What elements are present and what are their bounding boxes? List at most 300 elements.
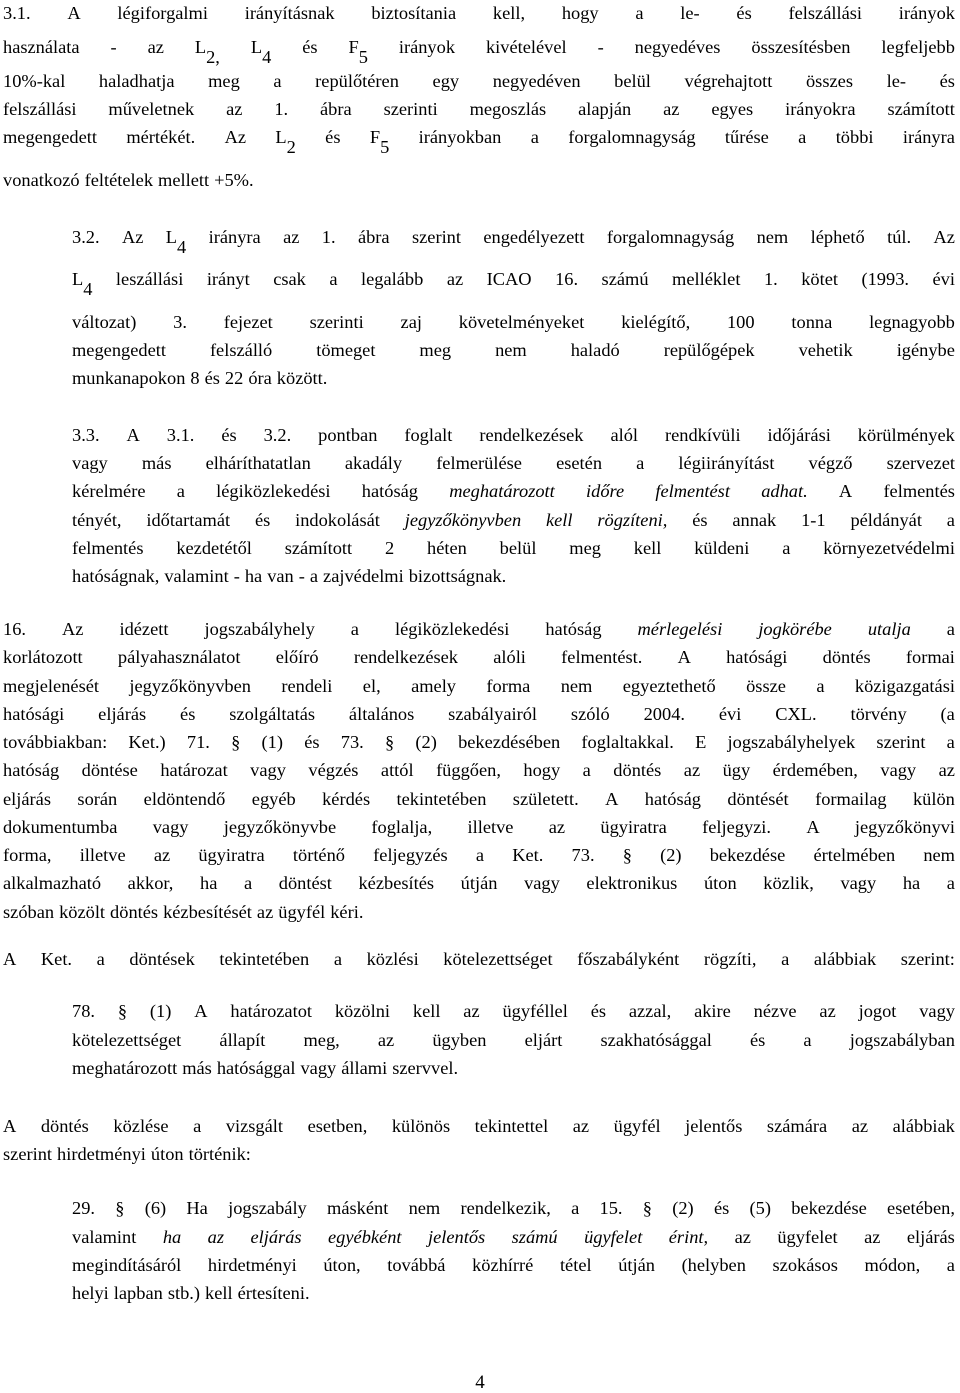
word: 1-1 xyxy=(801,510,826,530)
word: számú xyxy=(511,1227,558,1247)
word: alkalmazható xyxy=(3,873,102,893)
word: döntés xyxy=(110,902,159,922)
word: ügyfelet xyxy=(777,1227,838,1247)
word: - xyxy=(298,566,305,586)
word: műveletnek xyxy=(108,99,195,119)
word: és xyxy=(325,127,341,147)
text-line xyxy=(72,482,955,500)
word: döntés xyxy=(40,1116,89,1136)
word: - xyxy=(597,37,604,57)
word: A xyxy=(806,817,820,837)
word: 10%-kal xyxy=(3,71,66,91)
word: munkanapokon xyxy=(72,368,186,388)
word: A xyxy=(3,949,17,969)
word: 73. xyxy=(340,732,364,752)
word: ügyfél xyxy=(613,1116,661,1136)
word: a xyxy=(176,481,185,501)
word: és xyxy=(749,1030,766,1050)
word: (1993. xyxy=(861,269,909,289)
word: rendelkezések xyxy=(479,425,584,445)
word: kell xyxy=(545,510,573,530)
word: döntések xyxy=(129,949,195,969)
word: vonatkozó xyxy=(3,170,80,190)
word: irányításnak xyxy=(244,3,335,23)
word: eljárás xyxy=(98,704,147,724)
word: vehetik xyxy=(798,340,853,360)
word: $L_4$ xyxy=(72,269,93,299)
word: Ha xyxy=(186,1198,208,1218)
text-line xyxy=(3,874,955,892)
word: tonna xyxy=(791,312,833,332)
word: és xyxy=(180,704,196,724)
word: esetén xyxy=(556,453,603,473)
word: évi xyxy=(932,269,955,289)
word: felszállási xyxy=(788,3,863,23)
word: kéri. xyxy=(330,902,364,922)
word: rendeli xyxy=(281,676,333,696)
word: elháríthatatlan xyxy=(205,453,311,473)
word: jelentős xyxy=(427,1227,486,1247)
word: kötelezettséget xyxy=(72,1030,182,1050)
word: szakhatósággal xyxy=(600,1030,712,1050)
word: szerinti xyxy=(309,312,364,332)
word: a xyxy=(803,1030,812,1050)
word: engedélyezett xyxy=(483,227,585,247)
word: alábbiak xyxy=(892,1116,955,1136)
word: tűrése xyxy=(724,127,769,147)
word: esetében, xyxy=(887,1198,955,1218)
text-line xyxy=(3,950,955,968)
word: és xyxy=(304,732,320,752)
word: mellett xyxy=(158,170,210,190)
word: pontban xyxy=(318,425,378,445)
word: szokásos xyxy=(772,1255,838,1275)
word: tekintetében xyxy=(219,949,310,969)
word: időjárási xyxy=(767,425,831,445)
word: bekezdése xyxy=(709,845,786,865)
word: a xyxy=(243,873,253,893)
word: valamint xyxy=(164,566,229,586)
word: számára xyxy=(766,1116,828,1136)
text-line xyxy=(72,227,955,257)
word: közlik, xyxy=(763,873,814,893)
word: határozat xyxy=(160,760,228,780)
word: eldöntendő xyxy=(143,789,226,809)
text-line xyxy=(3,903,368,921)
word: $L_{2,}$ xyxy=(194,37,220,67)
word: az xyxy=(938,760,955,780)
word: 78. xyxy=(72,1001,95,1021)
word: jogszabály xyxy=(228,1198,307,1218)
word: hogy xyxy=(523,760,561,780)
word: belül xyxy=(614,71,651,91)
word: változat) xyxy=(72,312,137,332)
subscript: 4 xyxy=(177,237,187,257)
word: biztosítania xyxy=(371,3,457,23)
word: negyedéves xyxy=(634,37,721,57)
word: ügyfél xyxy=(278,902,326,922)
word: döntés xyxy=(822,647,871,667)
word: felmentést. xyxy=(561,647,643,667)
word: ügyféllel xyxy=(502,1001,568,1021)
word: adhat. xyxy=(761,481,808,501)
word: irányok xyxy=(398,37,456,57)
word: jegyzőkönyvbe xyxy=(223,817,337,837)
word: A xyxy=(194,1001,208,1021)
word: elektronikus xyxy=(586,873,678,893)
word: vagy xyxy=(880,760,917,780)
word: másként xyxy=(327,1198,389,1218)
text-line xyxy=(3,1145,256,1163)
word: jelentős xyxy=(685,1116,743,1136)
word: légiirányítást xyxy=(678,453,775,473)
word: léphető xyxy=(810,227,865,247)
word: különös xyxy=(391,1116,451,1136)
word: $L_4$ xyxy=(250,37,272,67)
word: kell xyxy=(412,1001,441,1021)
word: $L_4$ xyxy=(165,227,187,257)
word: rendelkezések xyxy=(353,647,458,667)
word: döntést xyxy=(278,873,332,893)
word: egyébként xyxy=(328,1227,402,1247)
text-line xyxy=(72,1199,955,1217)
word: a xyxy=(946,1255,955,1275)
word: egyes xyxy=(711,99,754,119)
word: feljegyzi. xyxy=(702,817,772,837)
word: hogy xyxy=(561,3,599,23)
subscript: 2, xyxy=(206,47,220,67)
word: kérelmére xyxy=(72,481,146,501)
word: nem xyxy=(495,340,527,360)
word: kötet xyxy=(801,269,838,289)
word: az xyxy=(256,902,274,922)
word: szerinti xyxy=(383,99,438,119)
word: akadály xyxy=(344,453,403,473)
word: a xyxy=(636,453,645,473)
word: - xyxy=(110,37,117,57)
text-line xyxy=(3,100,955,118)
word: légiforgalmi xyxy=(117,3,208,23)
word: felmerülése xyxy=(436,453,522,473)
word: eljárás xyxy=(250,1227,302,1247)
word: (helyben xyxy=(681,1255,746,1275)
text-line xyxy=(72,1256,955,1274)
word: kivételével xyxy=(485,37,567,57)
word: időre xyxy=(586,481,625,501)
word: belül xyxy=(499,538,537,558)
word: ügyiratra xyxy=(600,817,667,837)
word: nem xyxy=(756,227,789,247)
text-line xyxy=(72,269,955,299)
word: A xyxy=(677,647,691,667)
word: forgalomnagyság xyxy=(568,127,696,147)
word: vagy xyxy=(919,1001,955,1021)
word: hirdetményi xyxy=(57,1144,146,1164)
word: tömeget xyxy=(316,340,376,360)
word: (2) xyxy=(672,1198,694,1218)
word: jegyzőkönyvben xyxy=(404,510,522,530)
word: megindításáról xyxy=(72,1255,182,1275)
word: idézett xyxy=(119,619,169,639)
word: meg xyxy=(569,538,601,558)
word: indokolását xyxy=(295,510,380,530)
word: használata xyxy=(3,37,80,57)
word: számú xyxy=(601,269,649,289)
word: § xyxy=(642,1198,652,1218)
word: jogszabályhely xyxy=(204,619,315,639)
text-line xyxy=(3,620,955,638)
word: és xyxy=(590,1001,607,1021)
word: repülőtéren xyxy=(315,71,399,91)
word: az xyxy=(683,760,701,780)
text-line xyxy=(3,761,955,779)
word: más xyxy=(182,1058,212,1078)
subscript: 5 xyxy=(380,137,390,157)
word: zaj xyxy=(400,312,422,332)
word: A xyxy=(605,789,619,809)
word: összes xyxy=(805,71,853,91)
word: többi xyxy=(835,127,874,147)
word: a xyxy=(333,949,342,969)
word: foglalt xyxy=(404,425,453,445)
word: legnagyobb xyxy=(869,312,955,332)
text-line xyxy=(72,1228,955,1246)
word: felmentés xyxy=(883,481,955,501)
word: az xyxy=(663,99,680,119)
word: végzés xyxy=(308,760,359,780)
word: körülmények xyxy=(857,425,955,445)
word: döntése xyxy=(81,760,138,780)
word: hatóság xyxy=(3,760,60,780)
word: rendkívüli xyxy=(664,425,741,445)
word: és xyxy=(221,425,237,445)
word: meg xyxy=(419,340,452,360)
word: formai xyxy=(905,647,955,667)
word: történik: xyxy=(188,1144,251,1164)
word: úton xyxy=(703,873,737,893)
word: vagy xyxy=(524,873,560,893)
word: és xyxy=(692,510,708,530)
word: vizsgált xyxy=(225,1116,284,1136)
word: § xyxy=(384,732,395,752)
word: § xyxy=(231,732,241,752)
word: ügy xyxy=(722,760,751,780)
word: A xyxy=(67,3,81,23)
word: vagy xyxy=(250,760,286,780)
word: állapít xyxy=(219,1030,266,1050)
word: a xyxy=(309,566,319,586)
subscript: 5 xyxy=(358,47,368,67)
word: nem xyxy=(408,1198,441,1218)
text-line xyxy=(3,733,955,751)
word: a xyxy=(475,845,485,865)
word: és xyxy=(302,37,318,57)
word: +5%. xyxy=(214,170,254,190)
text-line xyxy=(72,369,332,387)
word: 22 xyxy=(224,368,244,388)
word: nézve xyxy=(753,1001,797,1021)
word: rendelkezik, xyxy=(460,1198,551,1218)
word: ha xyxy=(902,873,921,893)
word: fejezet xyxy=(223,312,273,332)
word: kézbesítését xyxy=(163,902,252,922)
word: 3. xyxy=(173,312,187,332)
word: annak xyxy=(732,510,777,530)
text-line xyxy=(3,37,955,67)
word: héten xyxy=(427,538,467,558)
word: 8 xyxy=(190,368,200,388)
word: Az xyxy=(62,619,84,639)
word: más xyxy=(141,453,172,473)
word: a xyxy=(193,1116,202,1136)
word: környezetvédelmi xyxy=(823,538,955,558)
word: meghatározott xyxy=(72,1058,178,1078)
word: - xyxy=(233,566,240,586)
word: ügyfelet xyxy=(584,1227,643,1247)
word: hatósággal xyxy=(216,1058,296,1078)
word: jogot xyxy=(858,1001,897,1021)
word: úton, xyxy=(323,1255,361,1275)
word: vagy xyxy=(840,873,877,893)
word: tekintetében xyxy=(396,789,487,809)
word: rögzíti, xyxy=(703,949,757,969)
word: 2 xyxy=(384,538,395,558)
word: irányokban xyxy=(418,127,502,147)
word: közlése xyxy=(113,1116,169,1136)
word: jegyzőkönyvi xyxy=(854,817,955,837)
word: Az xyxy=(933,227,955,247)
word: $F_5$ xyxy=(348,37,368,67)
word: nem xyxy=(923,845,955,865)
word: jogkörébe xyxy=(758,619,832,639)
word: az xyxy=(864,1227,881,1247)
word: függően, xyxy=(436,760,501,780)
word: ügyiratra xyxy=(198,845,265,865)
word: született. xyxy=(512,789,579,809)
word: az xyxy=(819,1001,836,1021)
word: alapján xyxy=(578,99,632,119)
word: haladhatja xyxy=(98,71,175,91)
word: szervvel. xyxy=(392,1058,459,1078)
word: úton xyxy=(150,1144,184,1164)
word: 3.3. xyxy=(72,425,100,445)
word: Az xyxy=(121,227,144,247)
word: szerint: xyxy=(900,949,955,969)
word: legalább xyxy=(361,269,424,289)
word: helyi xyxy=(72,1283,109,1303)
word: valamint xyxy=(72,1227,137,1247)
word: vagy xyxy=(152,817,189,837)
word: Ket.) xyxy=(128,732,166,752)
word: 100 xyxy=(726,312,755,332)
word: forma xyxy=(486,676,531,696)
word: módon, xyxy=(864,1255,921,1275)
text-line xyxy=(72,341,955,359)
word: tétel xyxy=(559,1255,592,1275)
word: feljegyzés xyxy=(373,845,448,865)
word: legfeljebb xyxy=(881,37,955,57)
word: nem xyxy=(560,676,593,696)
word: és xyxy=(254,510,271,530)
word: felszállási xyxy=(3,99,77,119)
text-line xyxy=(3,846,955,864)
word: követelményeket xyxy=(458,312,585,332)
word: során xyxy=(77,789,118,809)
word: a xyxy=(946,510,955,530)
word: a xyxy=(816,676,825,696)
word: az xyxy=(548,817,566,837)
word: A xyxy=(838,481,853,501)
word: tényét, xyxy=(72,510,122,530)
word: közölt xyxy=(59,902,106,922)
word: külön xyxy=(912,789,955,809)
word: a xyxy=(946,732,955,752)
word: foglaltakkal. xyxy=(581,732,674,752)
word: (2) xyxy=(415,732,437,752)
word: időtartamát xyxy=(146,510,231,530)
word: felmentést xyxy=(655,481,730,501)
word: számított xyxy=(887,99,955,119)
word: szerint xyxy=(411,227,461,247)
word: hatóság xyxy=(644,789,701,809)
word: csak xyxy=(273,269,306,289)
word: az xyxy=(226,99,243,119)
word: forgalomnagyság xyxy=(606,227,735,247)
word: az xyxy=(446,269,464,289)
word: szóló xyxy=(570,704,610,724)
word: közhírré xyxy=(472,1255,534,1275)
word: (1) xyxy=(149,1001,172,1021)
word: irányra xyxy=(902,127,955,147)
word: továbbiakban: xyxy=(3,732,108,752)
word: hatóság xyxy=(545,619,602,639)
word: foglalja, xyxy=(371,817,433,837)
word: 16. xyxy=(555,269,579,289)
word: alóli xyxy=(493,647,526,667)
word: 3.1. xyxy=(3,3,31,23)
word: 3.1. xyxy=(166,425,195,445)
word: illetve xyxy=(79,845,126,865)
word: kötelezettséget xyxy=(443,949,553,969)
word: (a xyxy=(940,704,955,724)
word: jogszabályban xyxy=(849,1030,955,1050)
word: hatóságnak, xyxy=(72,566,160,586)
word: hatósági xyxy=(726,647,788,667)
word: összesítésben xyxy=(751,37,851,57)
word: eljárás xyxy=(906,1227,955,1247)
text-line xyxy=(3,677,955,695)
word: repülőgépek xyxy=(663,340,755,360)
word: a xyxy=(329,269,338,289)
word: ha xyxy=(244,566,263,586)
word: felmentés xyxy=(72,538,144,558)
word: 29. xyxy=(72,1198,95,1218)
word: 1. xyxy=(763,269,778,289)
word: van xyxy=(267,566,294,586)
word: ábra xyxy=(320,99,352,119)
word: jogszabályhelyek xyxy=(727,732,856,752)
word: jegyzőkönyvben xyxy=(129,676,251,696)
word: ha xyxy=(200,873,218,893)
word: a xyxy=(781,949,790,969)
word: hatósági xyxy=(3,704,65,724)
word: akire xyxy=(694,1001,731,1021)
word: le- xyxy=(680,3,700,23)
word: hirdetményi xyxy=(207,1255,297,1275)
word: küldeni xyxy=(694,538,750,558)
word: óra xyxy=(248,368,272,388)
word: értesíteni. xyxy=(237,1283,310,1303)
